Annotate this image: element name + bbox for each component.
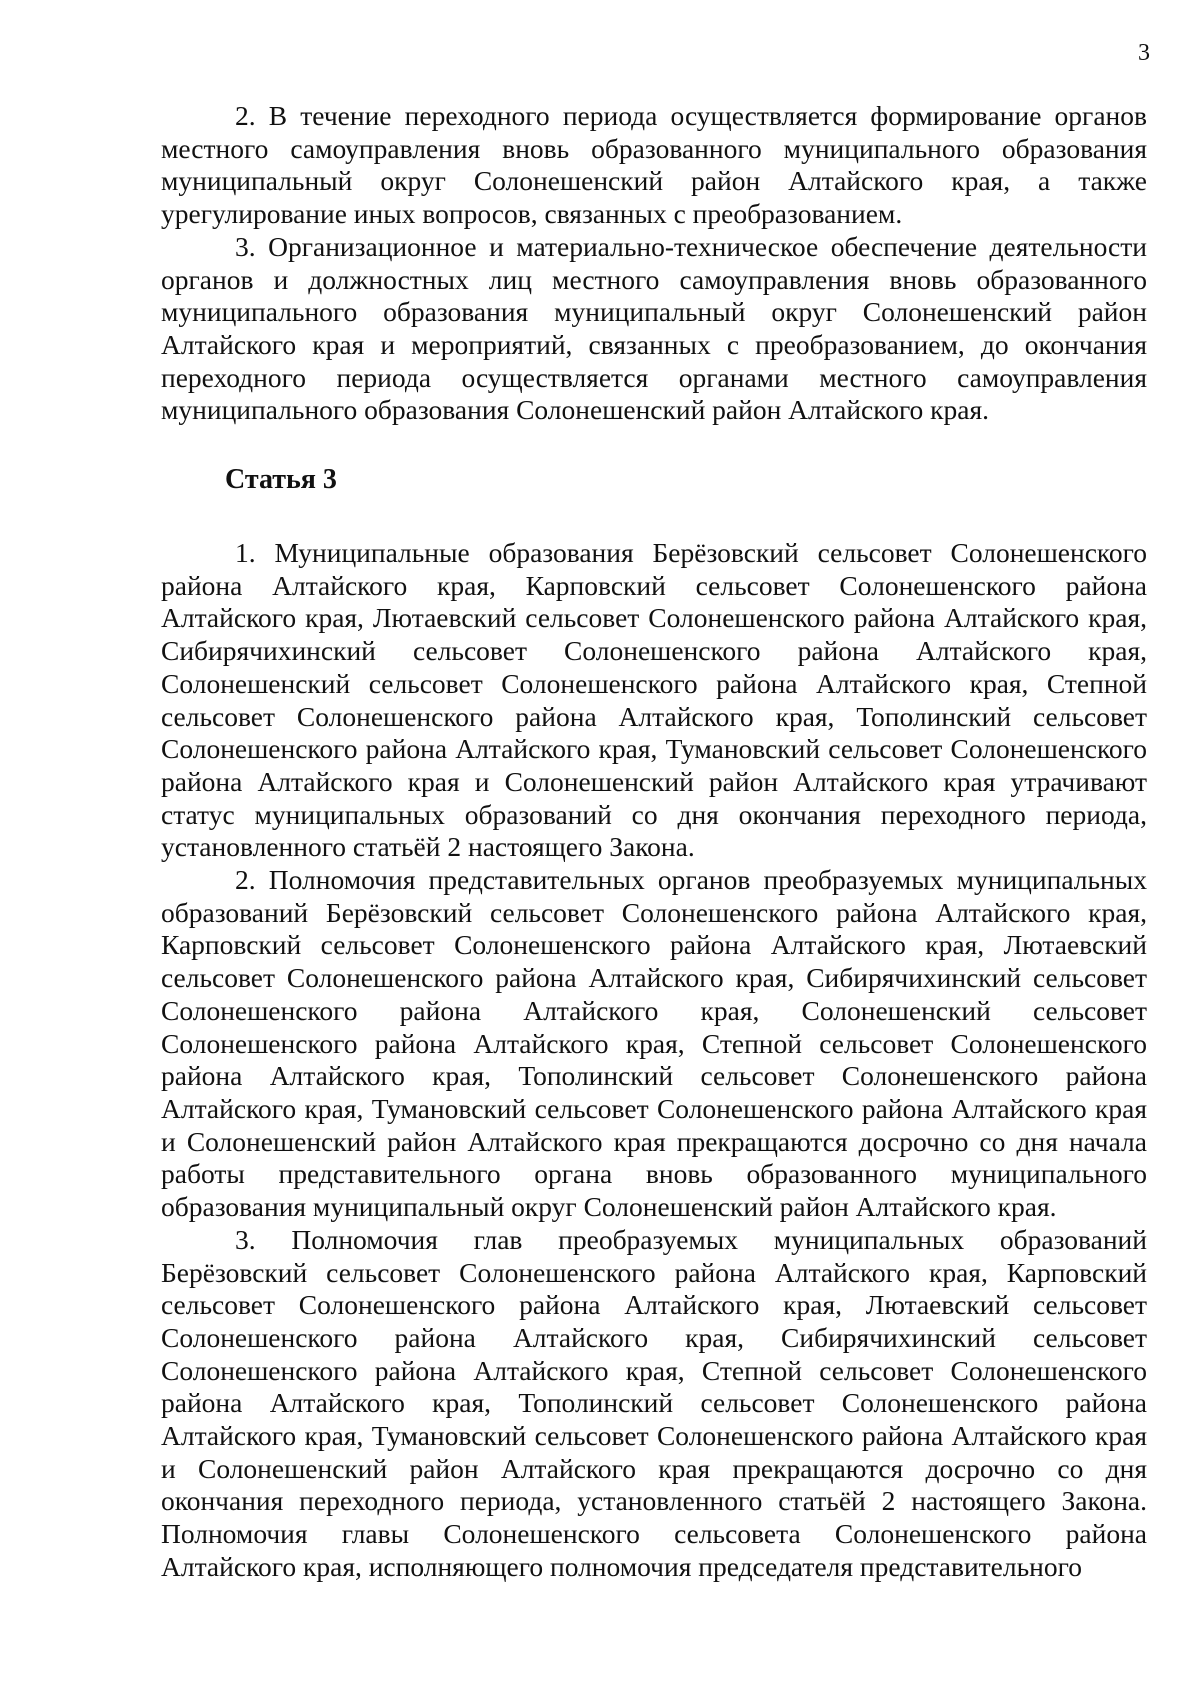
article-2-paragraph-2: 2. В течение переходного периода осуществляется формирование органов местного самоуправления вновь образованного муниципального образования муниципальный округ Солонешенский район Алтайского края, а также урегулирование иных вопросов, связанных с преобразованием. bbox=[161, 100, 1147, 230]
article-2-paragraph-3: 3. Организационное и материально-техническое обеспечение деятельности органов и должностных лиц местного самоуправления вновь образованного муниципального образования муниципальный округ Солонешенский район Алтайского края и мероприятий, связанных с преобразованием, до окончания переходного периода осуществляется органами местного самоуправления муниципального образования Солонешенский район Алтайского края. bbox=[161, 230, 1147, 426]
article-3-paragraph-1: 1. Муниципальные образования Берёзовский сельсовет Солонешенского района Алтайского края, Карповский сельсовет Солонешенского района Алтайского края, Лютаевский сельсовет Солонешенского района Алтайского края, Сибирячихинский сельсовет Солонешенского района Алтайского края, Солонешенский сельсовет Солонешенского района Алтайского края, Степной сельсовет Солонешенского района Алтайского края, Тополинский сельсовет Солонешенского района Алтайского края, Тумановский сельсовет Солонешенского района Алтайского края и Солонешенский район Алтайского края утрачивают статус муниципальных образований со дня окончания переходного периода, установленного статьёй 2 настоящего Закона. bbox=[161, 537, 1147, 863]
article-3-paragraph-3: 3. Полномочия глав преобразуемых муниципальных образований Берёзовский сельсовет Солонешенского района Алтайского края, Карповский сельсовет Солонешенского района Алтайского края, Лютаевский сельсовет Солонешенского района Алтайского края, Сибирячихинский сельсовет Солонешенского района Алтайского края, Степной сельсовет Солонешенского района Алтайского края, Тополинский сельсовет Солонешенского района Алтайского края, Тумановский сельсовет Солонешенского района Алтайского края и Солонешенский район Алтайского края прекращаются досрочно со дня окончания переходного периода, установленного статьёй 2 настоящего Закона. Полномочия главы Солонешенского сельсовета Солонешенского района Алтайского края, исполняющего полномочия председателя представительного bbox=[161, 1223, 1147, 1582]
document-body bbox=[161, 100, 1147, 1584]
article-3-paragraph-2: 2. Полномочия представительных органов преобразуемых муниципальных образований Берёзовский сельсовет Солонешенского района Алтайского края, Карповский сельсовет Солонешенского района Алтайского края, Лютаевский сельсовет Солонешенского района Алтайского края, Сибирячихинский сельсовет Солонешенского района Алтайского края, Солонешенский сельсовет Солонешенского района Алтайского края, Степной сельсовет Солонешенского района Алтайского края, Тополинский сельсовет Солонешенского района Алтайского края, Тумановский сельсовет Солонешенского района Алтайского края и Солонешенский район Алтайского края прекращаются досрочно со дня начала работы представительного органа вновь образованного муниципального образования муниципальный округ Солонешенский район Алтайского края. bbox=[161, 864, 1147, 1223]
article-3-heading: Статья 3 bbox=[225, 464, 337, 496]
page-number: 3 bbox=[1138, 40, 1150, 66]
